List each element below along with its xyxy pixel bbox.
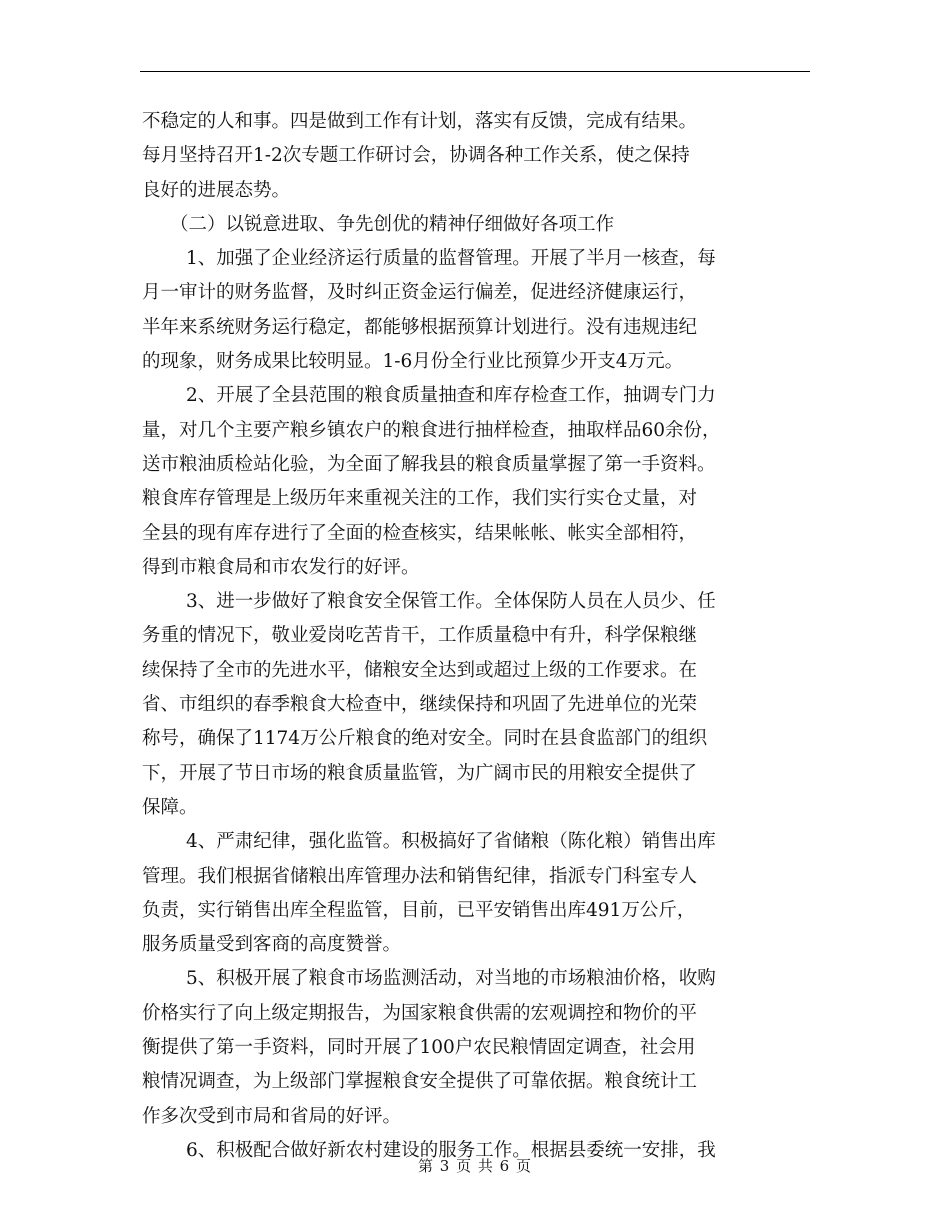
section-heading: （二）以锐意进取、争先创优的精神仔细做好各项工作: [170, 213, 615, 235]
text-line: 4、严肃纪律，强化监管。积极搞好了省储粮（陈化粮）销售出库: [186, 831, 716, 853]
text-line: 管理。我们根据省储粮出库管理办法和销售纪律，指派专门科室专人: [142, 865, 698, 887]
text-line: 不稳定的人和事。四是做到工作有计划，落实有反馈，完成有结果。: [142, 111, 698, 132]
text-line: 省、市组织的春季粮食大检查中，继续保持和巩固了先进单位的光荣: [142, 694, 698, 716]
text-line: 服务质量受到客商的高度赞誉。: [142, 934, 402, 956]
text-line: 粮情况调查，为上级部门掌握粮食安全提供了可靠依据。粮食统计工: [142, 1071, 698, 1093]
text-line: 续保持了全市的先进水平，储粮安全达到或超过上级的工作要求。在: [142, 659, 698, 681]
text-line: 保障。: [142, 796, 198, 818]
text-line: 作多次受到市局和省局的好评。: [142, 1105, 402, 1127]
text-line: 的现象，财务成果比较明显。1-6月份全行业比预算少开支4万元。: [142, 351, 684, 373]
text-line: 称号，确保了1174万公斤粮食的绝对安全。同时在县食监部门的组织: [142, 728, 708, 750]
text-line: 良好的进展态势。: [142, 179, 291, 201]
text-line: 务重的情况下，敬业爱岗吃苦肯干，工作质量稳中有升，科学保粮继: [142, 625, 698, 647]
text-line: 得到市粮食局和市农发行的好评。: [142, 556, 420, 578]
text-line: 价格实行了向上级定期报告，为国家粮食供需的宏观调控和物价的平: [142, 1002, 698, 1024]
page-number: 第 3 页 共 6 页: [418, 1157, 532, 1175]
text-line: 半年来系统财务运行稳定，都能够根据预算计划进行。没有违规违纪: [142, 316, 698, 338]
text-line: 2、开展了全县范围的粮食质量抽查和库存检查工作，抽调专门力: [186, 385, 716, 407]
text-line: 全县的现有库存进行了全面的检查核实，结果帐帐、帐实全部相符，: [142, 522, 698, 544]
text-line: 月一审计的财务监督，及时纠正资金运行偏差，促进经济健康运行，: [142, 282, 698, 304]
header-rule: [140, 71, 810, 72]
text-line: 下，开展了节日市场的粮食质量监管，为广阔市民的用粮安全提供了: [142, 762, 698, 784]
text-line: 送市粮油质检站化验，为全面了解我县的粮食质量掌握了第一手资料。: [142, 453, 716, 475]
text-line: 量，对几个主要产粮乡镇农户的粮食进行抽样检查，抽取样品60余份，: [142, 419, 721, 441]
text-line: 衡提供了第一手资料，同时开展了100户农民粮情固定调查，社会用: [142, 1037, 696, 1059]
text-line: 1、加强了企业经济运行质量的监督管理。开展了半月一核查，每: [186, 248, 716, 270]
text-line: 3、进一步做好了粮食安全保管工作。全体保防人员在人员少、任: [186, 591, 716, 613]
text-line: 5、积极开展了粮食市场监测活动，对当地的市场粮油价格，收购: [186, 968, 716, 990]
text-line: 负责，实行销售出库全程监管，目前，已平安销售出库491万公斤，: [142, 899, 696, 921]
document-body: [142, 105, 814, 1168]
text-line: 6、积极配合做好新农村建设的服务工作。根据县委统一安排，我: [186, 1139, 716, 1161]
text-line: 每月坚持召开1-2次专题工作研讨会，协调各种工作关系，使之保持: [142, 145, 690, 167]
text-line: 粮食库存管理是上级历年来重视关注的工作，我们实行实仓丈量，对: [142, 488, 698, 510]
